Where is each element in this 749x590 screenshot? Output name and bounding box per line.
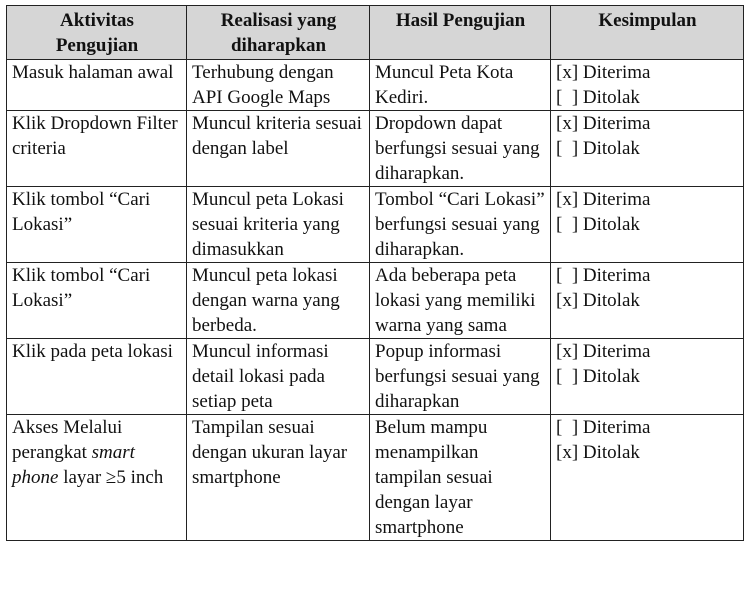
result-cell: Belum mampu menampilkan tampilan sesuai dengan layar smartphone — [370, 415, 551, 541]
accepted-option: [ ] Diterima — [556, 265, 651, 286]
result-cell: Muncul Peta Kota Kediri. — [370, 60, 551, 111]
rejected-option: [ ] Ditolak — [556, 366, 640, 387]
expected-cell: Muncul peta Lokasi sesuai kriteria yang dimasukkan — [187, 187, 370, 263]
expected-cell: Terhubung dengan API Google Maps — [187, 60, 370, 111]
activity-cell: Masuk halaman awal — [7, 60, 187, 111]
activity-cell — [7, 415, 187, 541]
result-cell: Tombol “Cari Lokasi” berfungsi sesuai yang diharapkan. — [370, 187, 551, 263]
conclusion-cell — [551, 339, 744, 415]
activity-text-italic: smart phone — [12, 442, 135, 488]
table-row — [7, 263, 744, 339]
header-conclusion: Kesimpulan — [551, 6, 744, 60]
header-activity — [7, 6, 187, 60]
accepted-option: [x] Diterima — [556, 189, 651, 210]
activity-cell: Klik tombol “Cari Lokasi” — [7, 187, 187, 263]
table-row — [7, 415, 744, 541]
activity-cell: Klik tombol “Cari Lokasi” — [7, 263, 187, 339]
result-cell: Dropdown dapat berfungsi sesuai yang diharapkan. — [370, 111, 551, 187]
header-result: Hasil Pengujian — [370, 6, 551, 60]
conclusion-cell — [551, 415, 744, 541]
activity-text-b: layar ≥5 inch — [58, 467, 164, 488]
accepted-option: [x] Diterima — [556, 113, 651, 134]
conclusion-cell — [551, 111, 744, 187]
header-activity-l1: Aktivitas — [60, 10, 134, 31]
table-row — [7, 111, 744, 187]
accepted-option: [x] Diterima — [556, 62, 651, 83]
conclusion-cell — [551, 60, 744, 111]
header-expected — [187, 6, 370, 60]
rejected-option: [x] Ditolak — [556, 290, 640, 311]
accepted-option: [ ] Diterima — [556, 417, 651, 438]
rejected-option: [ ] Ditolak — [556, 87, 640, 108]
conclusion-cell — [551, 187, 744, 263]
header-expected-l2: diharapkan — [230, 35, 327, 56]
activity-cell: Klik Dropdown Filter criteria — [7, 111, 187, 187]
expected-cell: Muncul peta lokasi dengan warna yang berbeda. — [187, 263, 370, 339]
table-row — [7, 60, 744, 111]
header-expected-l1: Realisasi yang — [220, 10, 337, 31]
rejected-option: [ ] Ditolak — [556, 214, 640, 235]
activity-text-a: Akses Melalui perangkat — [12, 417, 123, 463]
header-row — [7, 6, 744, 60]
table-row — [7, 187, 744, 263]
accepted-option: [x] Diterima — [556, 341, 651, 362]
conclusion-cell — [551, 263, 744, 339]
header-activity-l2: Pengujian — [55, 35, 139, 56]
table-row — [7, 339, 744, 415]
activity-cell: Klik pada peta lokasi — [7, 339, 187, 415]
expected-cell: Muncul kriteria sesuai dengan label — [187, 111, 370, 187]
result-cell: Ada beberapa peta lokasi yang memiliki warna yang sama — [370, 263, 551, 339]
rejected-option: [ ] Ditolak — [556, 138, 640, 159]
test-results-table — [6, 5, 744, 541]
expected-cell: Muncul informasi detail lokasi pada setiap peta — [187, 339, 370, 415]
expected-cell: Tampilan sesuai dengan ukuran layar smartphone — [187, 415, 370, 541]
rejected-option: [x] Ditolak — [556, 442, 640, 463]
result-cell: Popup informasi berfungsi sesuai yang diharapkan — [370, 339, 551, 415]
